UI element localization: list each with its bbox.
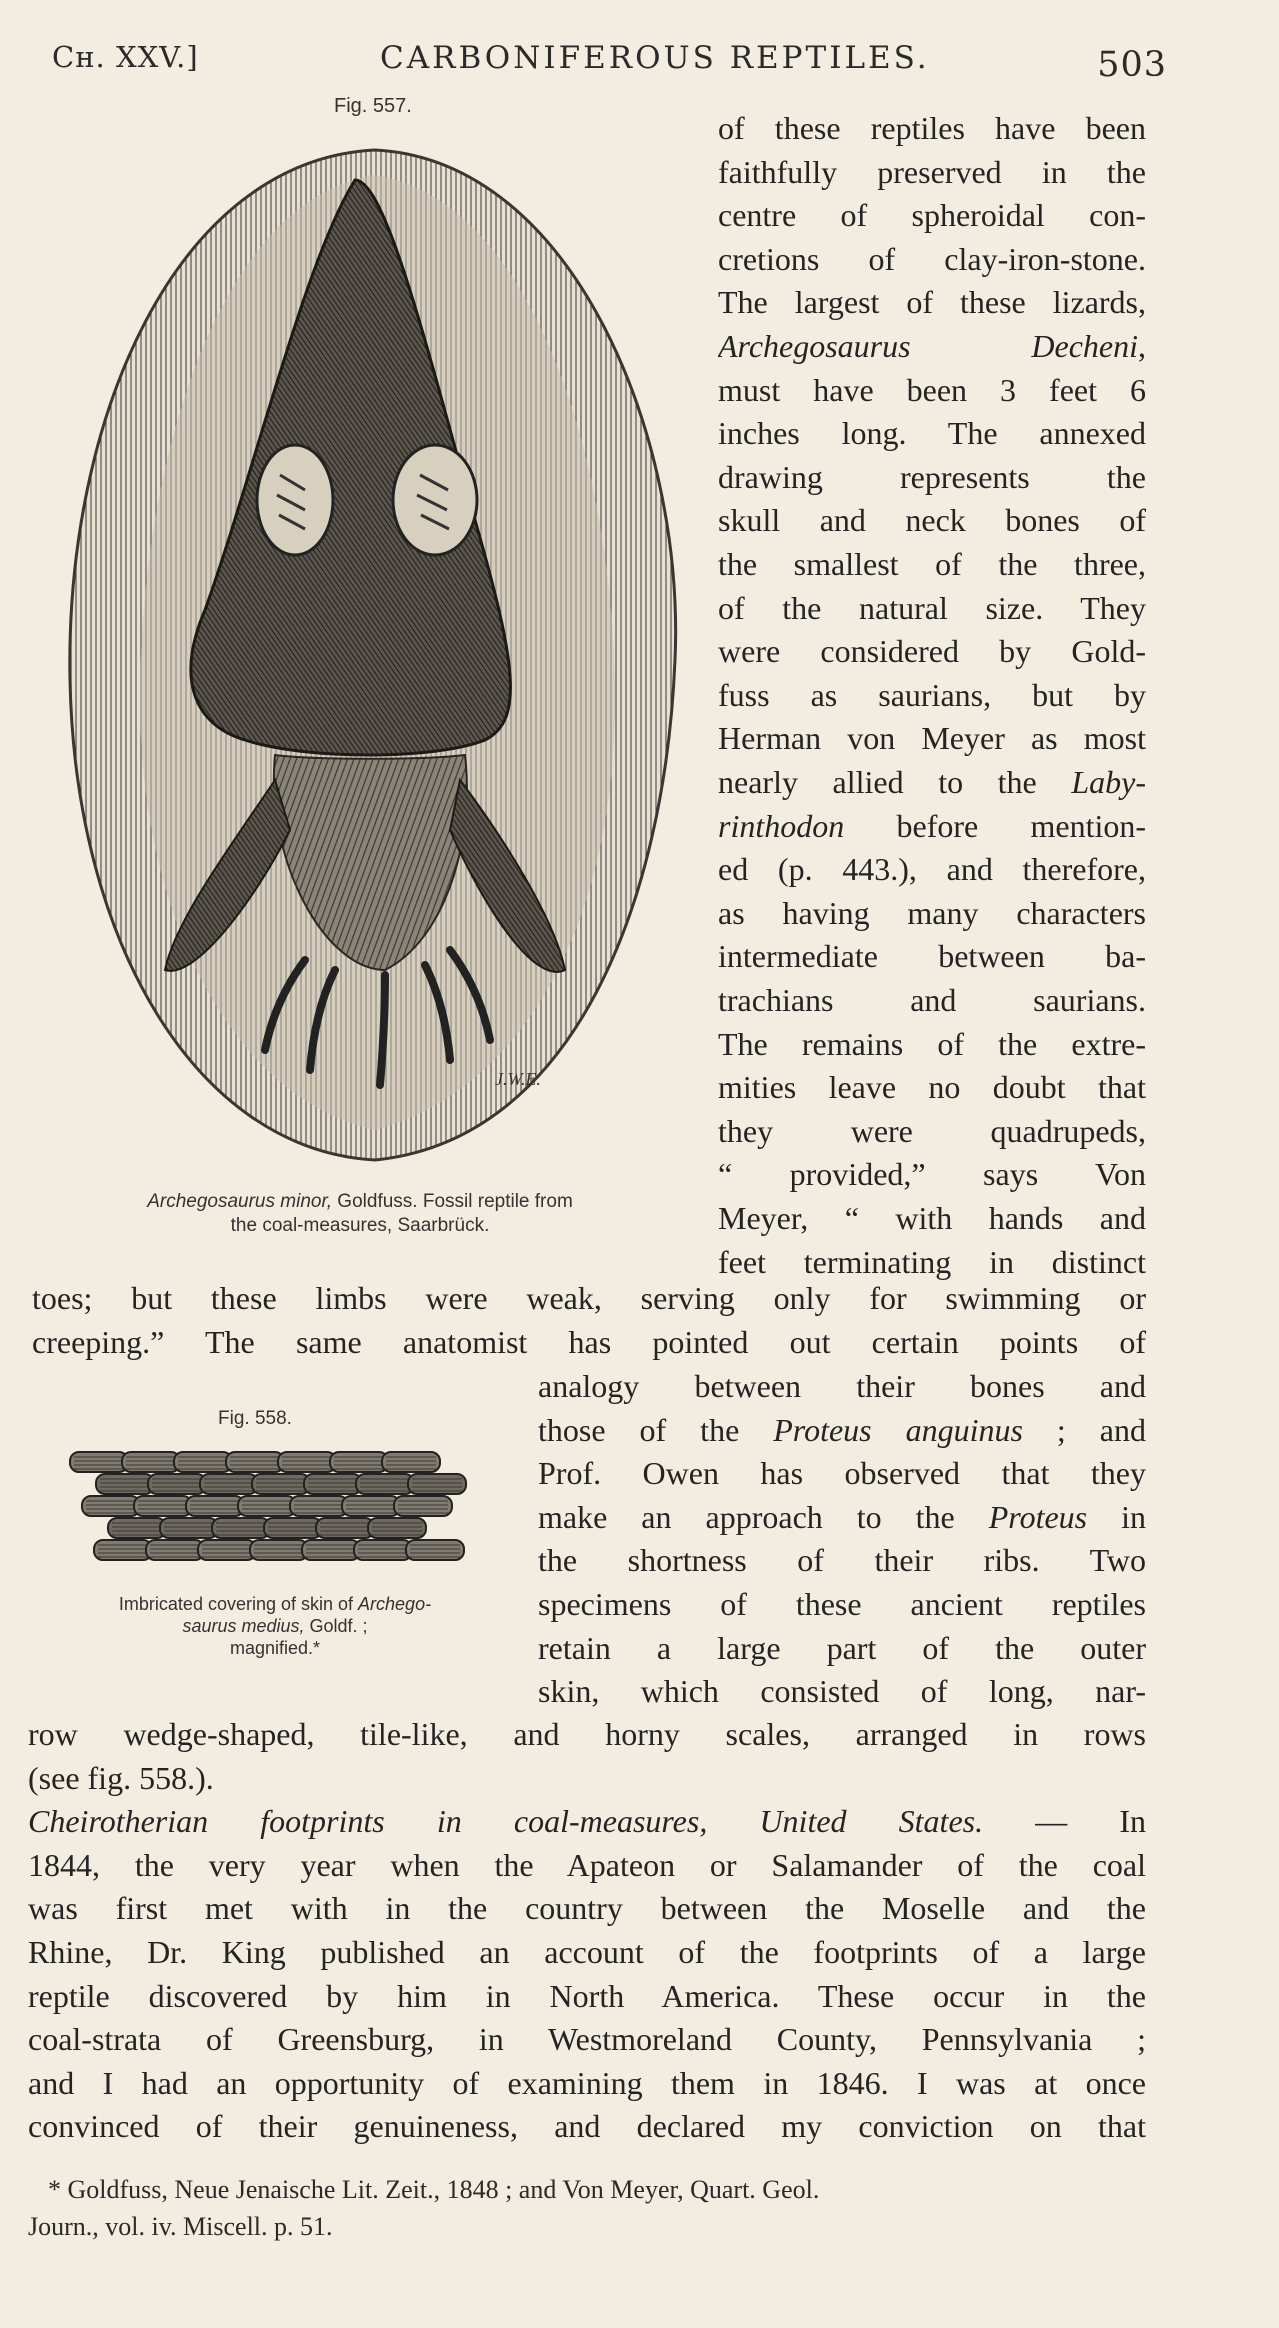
text-line: (see fig. 558.). <box>28 1759 214 1796</box>
text-line: trachians and saurians. <box>718 982 1146 1018</box>
text-line: fuss as saurians, but by <box>718 676 1146 713</box>
text-line: Archegosaurus Decheni, <box>718 328 1146 364</box>
running-head-chapter: Cн. XXV.] <box>52 40 199 74</box>
caption-558-italic1: Archego- <box>358 1594 432 1614</box>
footnote-line1: * Goldfuss, Neue Jenaische Lit. Zeit., 1848 ; and Von Meyer, Quart. Geol. <box>48 2175 820 2204</box>
text-line: drawing represents the <box>718 458 1146 495</box>
left-orbit <box>257 445 333 555</box>
engraver-mark: J.W.E. <box>495 1069 541 1089</box>
text-line: they were quadrupeds, <box>718 1112 1146 1149</box>
text-line: reptile discovered by him in North America. These occur in the <box>28 1977 1146 2014</box>
text-line: skull and neck bones of <box>718 502 1146 539</box>
text-line: feet terminating in distinct <box>718 1243 1146 1280</box>
caption-558-line1: Imbricated covering of skin of <box>118 1594 359 1614</box>
text-line: convinced of their genuineness, and declared my conviction on that <box>28 2108 1146 2145</box>
text-line: the smallest of the three, <box>718 546 1146 582</box>
caption-557-species: Archegosaurus minor, <box>147 1191 333 1212</box>
text-line: faithfully preserved in the <box>718 153 1146 190</box>
text-line: analogy between their bones and <box>538 1368 1146 1404</box>
text-line: The largest of these lizards, <box>718 284 1146 321</box>
figure-557-label: Fig. 557. <box>334 95 412 117</box>
page-number: 503 <box>1097 45 1167 85</box>
text-line: Prof. Owen has observed that they <box>538 1455 1146 1492</box>
figure-558-caption <box>40 1593 510 1659</box>
text-line: nearly allied to the Laby- <box>718 764 1146 800</box>
text-line: toes; but these limbs were weak, serving only for swimming or <box>32 1280 1146 1316</box>
footnote-line2: Journ., vol. iv. Miscell. p. 51. <box>28 2212 333 2241</box>
text-line: mities leave no doubt that <box>718 1069 1146 1106</box>
figure-558-scales-illustration <box>65 1440 480 1580</box>
text-line: rinthodon before mention- <box>718 807 1146 844</box>
text-line: Cheirotherian footprints in coal-measures, United States. — In <box>28 1803 1146 1840</box>
text-line: the shortness of their ribs. Two <box>538 1542 1146 1579</box>
text-line: was first met with in the country between the Moselle and the <box>28 1890 1146 1927</box>
figure-557-caption <box>50 1190 670 1238</box>
text-line: as having many characters <box>718 894 1146 931</box>
caption-558-italic2: saurus medius, <box>182 1616 305 1636</box>
text-line: coal-strata of Greensburg, in Westmoreland County, Pennsylvania ; <box>28 2021 1146 2058</box>
text-line: retain a large part of the outer <box>538 1629 1146 1666</box>
text-line: “ provided,” says Von <box>718 1156 1146 1193</box>
caption-557-line2: the coal-measures, Saarbrück. <box>230 1215 490 1236</box>
text-line: and I had an opportunity of examining them in 1846. I was at once <box>28 2064 1146 2101</box>
text-line: The remains of the extre- <box>718 1025 1146 1062</box>
caption-558-rest: Goldf. ; <box>304 1616 368 1636</box>
text-line: row wedge-shaped, tile-like, and horny scales, arranged in rows <box>28 1716 1146 1752</box>
caption-557-rest: Goldfuss. Fossil reptile from <box>332 1191 573 1212</box>
right-orbit <box>393 445 477 555</box>
text-line: cretions of clay-iron-stone. <box>718 240 1146 277</box>
figure-557-fossil-skull-illustration <box>55 140 695 1170</box>
text-line: Rhine, Dr. King published an account of the footprints of a large <box>28 1934 1146 1970</box>
text-line: intermediate between ba- <box>718 938 1146 975</box>
text-line: make an approach to the Proteus in <box>538 1498 1146 1535</box>
text-line: Herman von Meyer as most <box>718 720 1146 757</box>
text-line: those of the Proteus anguinus ; and <box>538 1411 1146 1448</box>
caption-558-line3: magnified.* <box>229 1638 321 1658</box>
text-line: inches long. The annexed <box>718 415 1146 452</box>
text-line: Meyer, “ with hands and <box>718 1200 1146 1236</box>
text-line: must have been 3 feet 6 <box>718 371 1146 408</box>
text-line: were considered by Gold- <box>718 633 1146 670</box>
text-line: ed (p. 443.), and therefore, <box>718 851 1146 888</box>
text-line: 1844, the very year when the Apateon or Salamander of the coal <box>28 1846 1146 1883</box>
text-line: of the natural size. They <box>718 589 1146 626</box>
text-line: of these reptiles have been <box>718 110 1146 146</box>
text-line: creeping.” The same anatomist has pointed out certain points of <box>32 1323 1146 1360</box>
running-head-title: CARBONIFEROUS REPTILES. <box>380 40 930 76</box>
text-line: centre of spheroidal con- <box>718 197 1146 234</box>
text-line: skin, which consisted of long, nar- <box>538 1673 1146 1710</box>
figure-558-label: Fig. 558. <box>218 1408 292 1429</box>
text-line: specimens of these ancient reptiles <box>538 1586 1146 1622</box>
